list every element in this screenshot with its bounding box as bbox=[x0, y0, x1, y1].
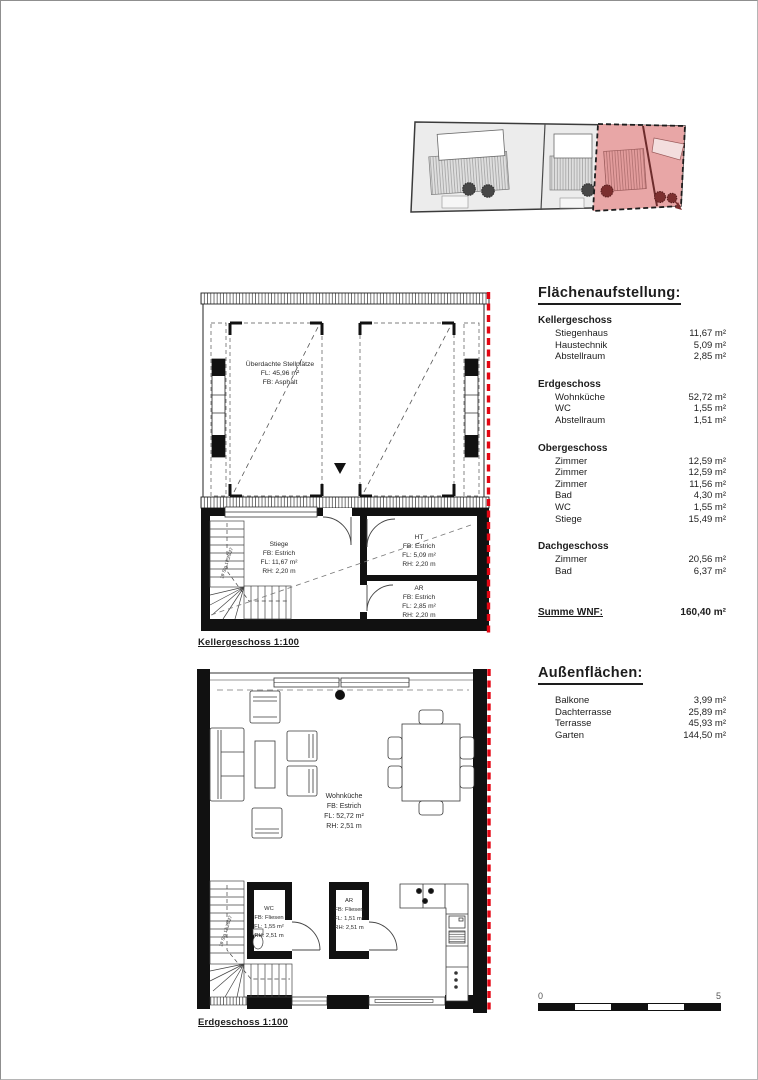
svg-text:FL: 1,51 m²: FL: 1,51 m² bbox=[334, 916, 364, 922]
table-row bbox=[538, 392, 726, 404]
row-label: Haustechnik bbox=[555, 339, 608, 351]
row-label: Zimmer bbox=[555, 554, 588, 566]
hob-burner-icon bbox=[422, 898, 427, 903]
svg-text:RH: 2,51 m: RH: 2,51 m bbox=[326, 823, 362, 830]
table-row bbox=[538, 566, 726, 578]
room-label-carport bbox=[246, 360, 315, 386]
row-label: Wohnküche bbox=[555, 391, 605, 403]
table-row bbox=[538, 328, 726, 340]
table-row bbox=[538, 490, 726, 502]
tree-icon bbox=[582, 184, 595, 197]
row-value: 1,55 m² bbox=[693, 501, 726, 513]
svg-text:Überdachte Stellplätze: Überdachte Stellplätze bbox=[245, 361, 315, 368]
parking-bay-right bbox=[360, 323, 454, 496]
row-value: 15,49 m² bbox=[688, 513, 726, 525]
row-label: Bad bbox=[555, 565, 572, 577]
entry-arrow-icon bbox=[334, 463, 346, 474]
hatched-wall-top bbox=[201, 293, 489, 304]
svg-text:FB: Estrich: FB: Estrich bbox=[402, 594, 436, 601]
area-section-dachgeschoss bbox=[538, 541, 726, 577]
svg-text:RH: 2,20 m: RH: 2,20 m bbox=[402, 612, 436, 619]
stair-annotation: 19 Stg 17,20/27 bbox=[219, 546, 234, 580]
table-row bbox=[538, 479, 726, 491]
table-row bbox=[538, 718, 726, 730]
diagonal-dashed-line bbox=[211, 525, 471, 615]
row-value: 6,37 m² bbox=[693, 565, 726, 577]
row-value: 52,72 m² bbox=[688, 391, 726, 403]
section-heading: Erdgeschoss bbox=[538, 378, 601, 390]
table-row bbox=[538, 554, 726, 566]
area-section-erdgeschoss bbox=[538, 379, 726, 427]
carport-pillars-left bbox=[211, 323, 226, 496]
svg-text:FB: Asphalt: FB: Asphalt bbox=[262, 379, 298, 386]
row-label: Stiege bbox=[555, 513, 582, 525]
svg-text:AR: AR bbox=[344, 898, 354, 904]
svg-text:Stiege: Stiege bbox=[269, 541, 289, 548]
svg-text:FB: Estrich: FB: Estrich bbox=[262, 550, 296, 557]
plan-caption-eg: Erdgeschoss 1:100 bbox=[198, 1017, 288, 1028]
table-row bbox=[538, 695, 726, 707]
svg-text:FL: 11,67 m²: FL: 11,67 m² bbox=[260, 559, 298, 566]
row-value: 5,09 m² bbox=[693, 339, 726, 351]
outdoor-table bbox=[538, 664, 726, 741]
total-label: Summe WNF: bbox=[538, 607, 603, 619]
row-label: Abstellraum bbox=[555, 351, 606, 363]
table-row bbox=[538, 502, 726, 514]
row-value: 12,59 m² bbox=[688, 467, 726, 479]
room-label-wc bbox=[254, 906, 284, 939]
svg-text:RH: 2,51 m: RH: 2,51 m bbox=[334, 925, 364, 931]
svg-text:FL: 45,96 m²: FL: 45,96 m² bbox=[260, 370, 300, 377]
table-row bbox=[538, 707, 726, 719]
groundfloor-walls bbox=[197, 669, 487, 1013]
svg-text:FL: 52,72 m²: FL: 52,72 m² bbox=[324, 813, 364, 820]
row-value: 11,67 m² bbox=[689, 328, 726, 339]
row-value: 2,85 m² bbox=[693, 351, 726, 363]
row-label: WC bbox=[555, 403, 571, 415]
row-value: 4,30 m² bbox=[693, 490, 726, 502]
hob-burner-icon bbox=[416, 888, 421, 893]
stair-annotation: 19 Stg 17,20/27 bbox=[218, 914, 233, 948]
column-icon bbox=[335, 690, 345, 700]
faucet-icon bbox=[459, 918, 463, 921]
drainer-icon bbox=[449, 931, 465, 943]
scale-end: 5 bbox=[715, 991, 721, 1001]
section-heading: Dachgeschoss bbox=[538, 541, 609, 553]
hob-burner-icon bbox=[428, 888, 433, 893]
room-label-ar bbox=[402, 585, 437, 619]
row-label: Terrasse bbox=[555, 718, 592, 730]
kellergeschoss-plan bbox=[197, 289, 493, 635]
svg-text:Wohnküche: Wohnküche bbox=[325, 793, 363, 800]
svg-text:FB: Fliesen: FB: Fliesen bbox=[254, 915, 284, 921]
row-label: Dachterrasse bbox=[555, 706, 612, 718]
svg-text:RH: 2,20 m: RH: 2,20 m bbox=[262, 568, 296, 575]
row-value: 45,93 m² bbox=[688, 718, 726, 730]
svg-text:RH: 2,51 m: RH: 2,51 m bbox=[254, 933, 284, 939]
row-label: Abstellraum bbox=[555, 414, 606, 426]
room-label-ht bbox=[402, 534, 437, 568]
total-value: 160,40 m² bbox=[680, 607, 726, 619]
tree-icon bbox=[463, 183, 476, 196]
scale-start: 0 bbox=[538, 991, 544, 1001]
table-row bbox=[538, 514, 726, 526]
svg-text:FB: Estrich: FB: Estrich bbox=[326, 803, 362, 810]
table-row bbox=[538, 351, 726, 363]
area-section-obergeschoss bbox=[538, 443, 726, 526]
row-label: Bad bbox=[555, 490, 572, 502]
row-label: Zimmer bbox=[555, 455, 588, 467]
row-label: Zimmer bbox=[555, 478, 588, 490]
row-label: Balkone bbox=[555, 695, 590, 706]
scale-bar bbox=[538, 992, 721, 1011]
svg-text:RH: 2,20 m: RH: 2,20 m bbox=[402, 561, 436, 568]
section-heading: Kellergeschoss bbox=[538, 315, 612, 326]
row-label: Garten bbox=[555, 729, 585, 741]
row-value: 11,56 m² bbox=[689, 478, 726, 490]
total-row bbox=[538, 607, 726, 618]
svg-text:FB: Fliesen: FB: Fliesen bbox=[334, 907, 364, 913]
row-value: 25,89 m² bbox=[688, 706, 726, 718]
site-plan bbox=[408, 118, 688, 214]
section-heading: Obergeschoss bbox=[538, 442, 608, 454]
tree-icon bbox=[655, 192, 666, 203]
carport-pillars-right bbox=[464, 323, 479, 496]
tree-icon bbox=[482, 185, 495, 198]
svg-text:HT: HT bbox=[414, 534, 424, 541]
svg-text:WC: WC bbox=[264, 906, 274, 912]
svg-text:FB: Estrich: FB: Estrich bbox=[402, 543, 436, 550]
area-table bbox=[538, 284, 726, 618]
row-value: 144,50 m² bbox=[683, 729, 726, 741]
plan-caption-kg: Kellergeschoss 1:100 bbox=[198, 637, 300, 648]
row-value: 20,56 m² bbox=[688, 554, 726, 566]
room-label-stiege bbox=[261, 541, 299, 575]
row-label: Stiegenhaus bbox=[555, 328, 608, 339]
table-row bbox=[538, 415, 726, 427]
svg-text:FL: 2,85 m²: FL: 2,85 m² bbox=[402, 603, 436, 610]
room-label-wohnkueche bbox=[324, 793, 364, 830]
area-section-kellergeschoss bbox=[538, 315, 726, 363]
row-label: WC bbox=[555, 501, 571, 513]
table-row bbox=[538, 340, 726, 352]
scale-bar-segments bbox=[538, 1003, 721, 1011]
kitchen bbox=[400, 884, 468, 1001]
parking-bay-left bbox=[230, 323, 322, 496]
row-value: 12,59 m² bbox=[688, 455, 726, 467]
svg-text:AR: AR bbox=[414, 585, 424, 592]
site-unit-highlighted bbox=[593, 124, 685, 211]
tree-icon bbox=[601, 185, 613, 197]
row-value: 1,55 m² bbox=[693, 403, 726, 415]
outdoor-table-title: Außenflächen: bbox=[538, 665, 643, 685]
table-row bbox=[538, 456, 726, 468]
area-table-title: Flächenaufstellung: bbox=[538, 285, 681, 305]
hatched-wall-mid bbox=[201, 497, 489, 508]
erdgeschoss-plan bbox=[197, 667, 493, 1015]
table-row bbox=[538, 730, 726, 742]
row-value: 3,99 m² bbox=[693, 695, 726, 706]
row-label: Zimmer bbox=[555, 467, 588, 479]
scale-bar-labels bbox=[538, 992, 721, 1001]
row-value: 1,51 m² bbox=[693, 414, 726, 426]
table-row bbox=[538, 403, 726, 415]
svg-text:FL: 1,55 m²: FL: 1,55 m² bbox=[254, 924, 284, 930]
table-row bbox=[538, 467, 726, 479]
svg-text:FL: 5,09 m²: FL: 5,09 m² bbox=[402, 552, 436, 559]
room-label-ar bbox=[334, 898, 364, 931]
